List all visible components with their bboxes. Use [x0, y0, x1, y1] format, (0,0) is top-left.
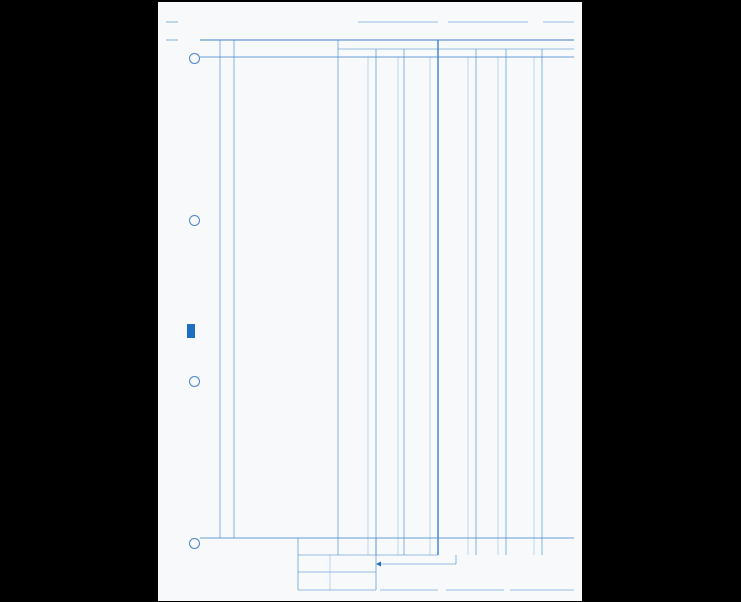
punch-hole [189, 538, 200, 549]
form-grid [158, 2, 582, 601]
punch-hole [189, 53, 200, 64]
logo-icon [187, 324, 195, 338]
punch-hole [189, 215, 200, 226]
punch-hole [189, 376, 200, 387]
cash-ledger-form [158, 2, 582, 601]
